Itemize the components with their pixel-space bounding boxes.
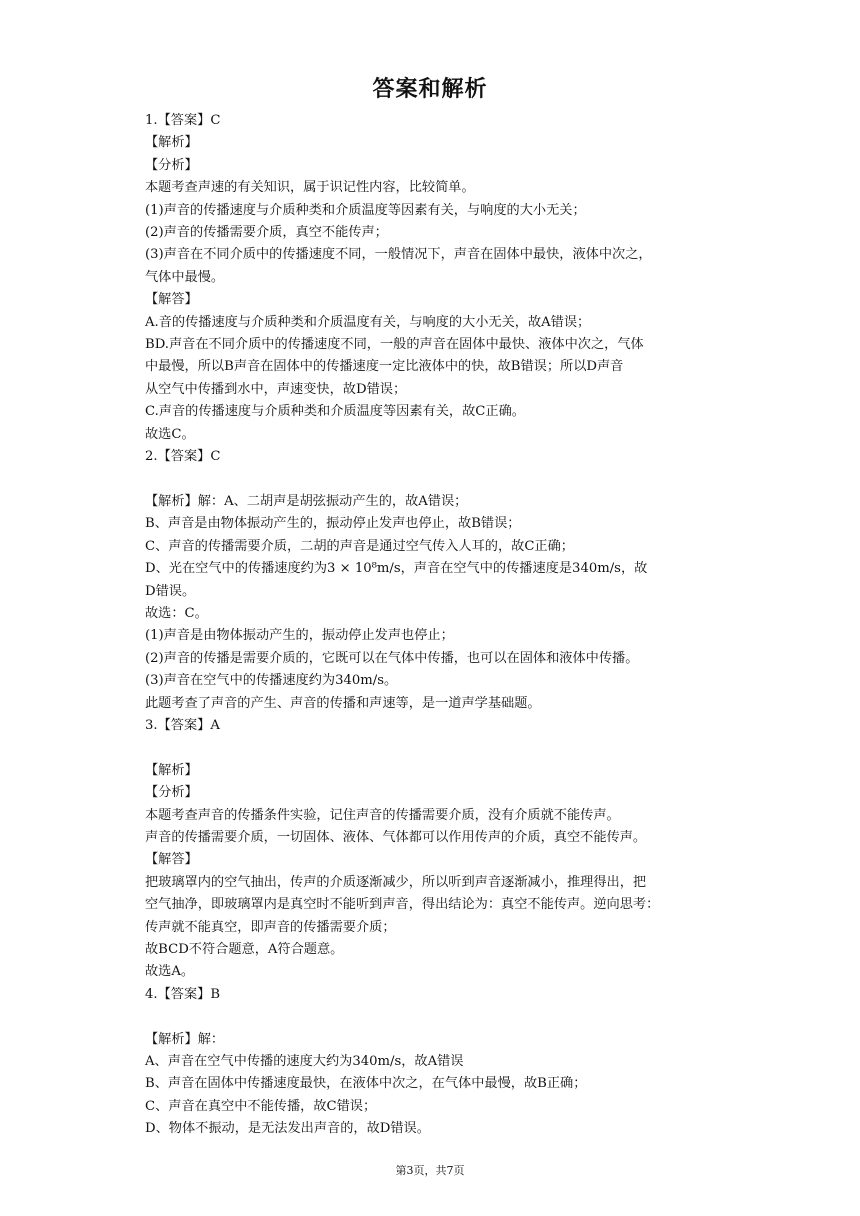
text-line: (3)声音在空气中的传播速度约为340m/s。 [145, 673, 398, 689]
text-line: (1)声音的传播速度与介质种类和介质温度等因素有关，与响度的大小无关； [145, 202, 586, 218]
text-line: (2)声音的传播需要介质，真空不能传声； [145, 225, 388, 241]
answer-content [145, 110, 725, 1141]
text-line: 把玻璃罩内的空气抽出，传声的介质逐渐减少，所以听到声音逐渐减小，推理得出，把 [145, 874, 647, 890]
text-line: C.声音的传播速度与介质种类和介质温度等因素有关，故C正确。 [145, 404, 525, 420]
text-line: 【分析】 [145, 785, 198, 801]
text-line: (1)声音是由物体振动产生的，振动停止发声也停止； [145, 628, 454, 644]
text-line: 【解答】 [145, 292, 198, 308]
text-line: D、物体不振动，是无法发出声音的，故D错误。 [145, 1121, 430, 1137]
text-line: 传声就不能真空，即声音的传播需要介质； [145, 919, 396, 935]
text-line: 气体中最慢。 [145, 269, 225, 285]
text-line: D、光在空气中的传播速度约为3 × 10⁸m/s，声音在空气中的传播速度是340m/s，故 [145, 561, 648, 577]
text-line: 空气抽净，即玻璃罩内是真空时不能听到声音，得出结论为：真空不能传声。逆向思考： [145, 897, 660, 913]
text-line: 【解析】解：A、二胡声是胡弦振动产生的，故A错误； [145, 493, 468, 509]
blank-line [145, 737, 725, 759]
text-line: 2.【答案】C [145, 449, 221, 465]
text-line: B、声音是由物体振动产生的，振动停止发声也停止，故B错误； [145, 516, 521, 532]
text-line: 此题考查了声音的产生、声音的传播和声速等，是一道声学基础题。 [145, 695, 541, 711]
text-line: 故选：C。 [145, 605, 208, 621]
text-line: 【解析】 [145, 762, 198, 778]
text-line: D错误。 [145, 583, 196, 599]
text-line: C、声音在真空中不能传播，故C错误； [145, 1098, 377, 1114]
blank-line [145, 469, 725, 491]
text-line: BD.声音在不同介质中的传播速度不同，一般的声音在固体中最快、液体中次之，气体 [145, 337, 644, 353]
text-line: B、声音在固体中传播速度最快，在液体中次之，在气体中最慢，故B正确； [145, 1076, 587, 1092]
text-line: 【解析】 [145, 135, 198, 151]
text-line: 故选C。 [145, 426, 195, 442]
text-line: 本题考查声速的有关知识，属于识记性内容，比较简单。 [145, 180, 475, 196]
page-title: 答案和解析 [372, 77, 488, 102]
text-line: 4.【答案】B [145, 986, 221, 1002]
text-line: 【分析】 [145, 157, 198, 173]
text-line: 中最慢，所以B声音在固体中的传播速度一定比液体中的快，故B错误；所以D声音 [145, 359, 624, 375]
text-line: 【解析】解： [145, 1031, 225, 1047]
text-line: 3.【答案】A [145, 717, 220, 733]
text-line: C、声音的传播需要介质，二胡的声音是通过空气传入人耳的，故C正确； [145, 538, 574, 554]
text-line: A、声音在空气中传播的速度大约为340m/s，故A错误 [145, 1054, 464, 1070]
text-line: 声音的传播需要介质，一切固体、液体、气体都可以作用传声的介质，真空不能传声。 [145, 829, 647, 845]
page-number: 第3页，共7页 [395, 1164, 465, 1177]
text-line: 故BCD不符合题意，A符合题意。 [145, 942, 344, 957]
text-line: 从空气中传播到水中，声速变快，故D错误； [145, 381, 407, 397]
text-line: 故选A。 [145, 964, 195, 980]
text-line: 本题考查声音的传播条件实验，记住声音的传播需要介质，没有介质就不能传声。 [145, 807, 620, 823]
text-line: (2)声音的传播是需要介质的，它既可以在气体中传播，也可以在固体和液体中传播。 [145, 650, 639, 666]
text-line: 【解答】 [145, 852, 198, 868]
text-line: A.音的传播速度与介质种类和介质温度有关，与响度的大小无关，故A错误； [145, 314, 591, 330]
blank-line [145, 1006, 725, 1028]
text-line: 1.【答案】C [145, 113, 221, 128]
text-line: (3)声音在不同介质中的传播速度不同，一般情况下，声音在固体中最快，液体中次之， [145, 247, 652, 263]
